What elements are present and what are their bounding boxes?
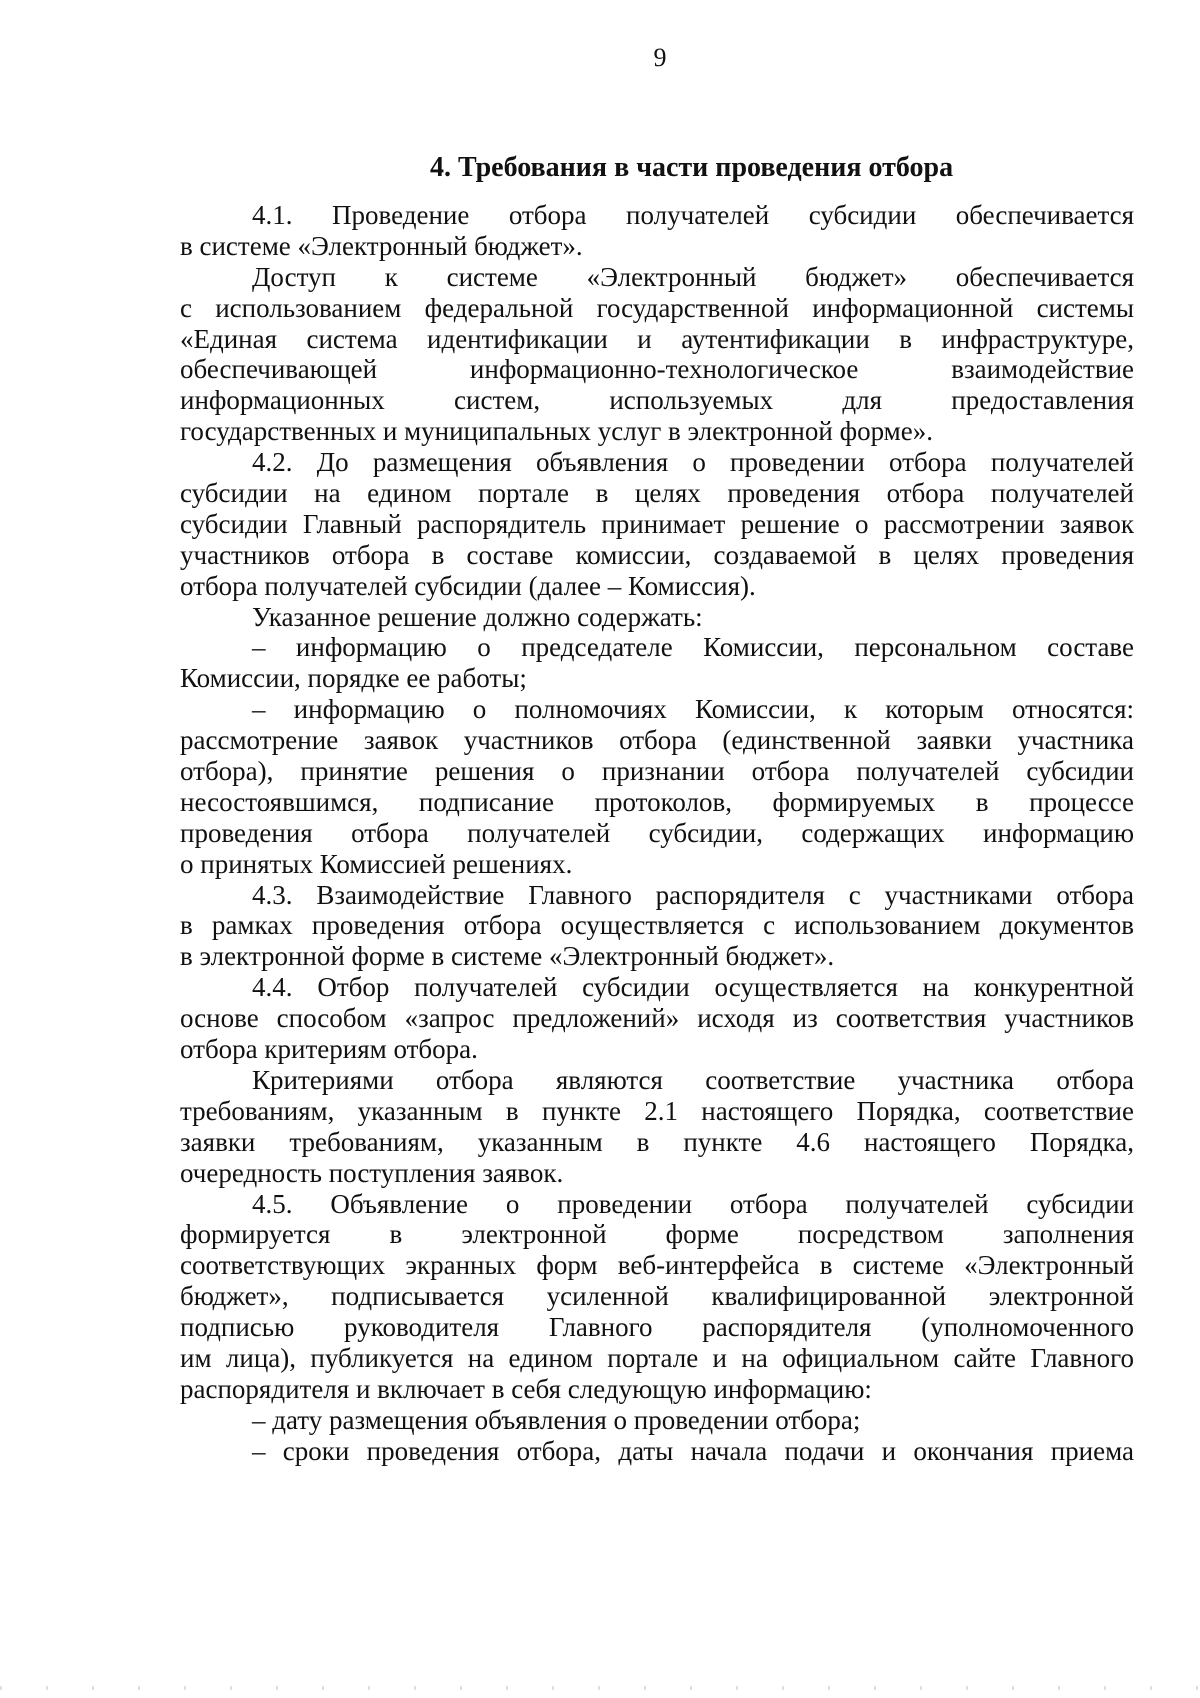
text-line: 4.1. Проведение отбора получателей субсидии обеспечивается: [252, 200, 1134, 230]
text-line: субсидии Главный распорядитель принимает решение о рассмотрении заявок: [180, 508, 1134, 539]
text-line: Комиссии, порядке ее работы;: [180, 663, 527, 694]
body-text: [180, 200, 1134, 1467]
text-line: информационных систем, используемых для предоставления: [180, 385, 1134, 416]
text-line: в электронной форме в системе «Электронный бюджет».: [180, 941, 835, 972]
text-line: участников отбора в составе комиссии, создаваемой в целях проведения: [180, 539, 1134, 570]
text-line: – информацию о полномочиях Комиссии, к которым относятся:: [252, 694, 1134, 725]
text-line: государственных и муниципальных услуг в электронной форме».: [180, 416, 933, 447]
text-line: – дату размещения объявления о проведении отбора;: [252, 1404, 861, 1435]
text-line: проведения отбора получателей субсидии, содержащих информацию: [180, 817, 1134, 848]
text-line: с использованием федеральной государственной информационной системы: [180, 292, 1134, 323]
text-line: распорядителя и включает в себя следующую информацию:: [180, 1373, 872, 1404]
text-line: 4.3. Взаимодействие Главного распорядителя с участниками отбора: [252, 879, 1134, 910]
text-line: подписью руководителя Главного распорядителя (уполномоченного: [180, 1312, 1134, 1343]
text-line: обеспечивающей информационно-технологическое взаимодействие: [180, 354, 1134, 385]
text-line: 4.2. До размещения объявления о проведении отбора получателей: [252, 447, 1134, 478]
text-line: в рамках проведения отбора осуществляется с использованием документов: [180, 910, 1134, 941]
page-number: 9: [653, 43, 667, 72]
text-line: несостоявшимся, подписание протоколов, формируемых в процессе: [180, 786, 1134, 817]
text-line: «Единая система идентификации и аутентификации в инфраструктуре,: [180, 323, 1134, 354]
text-line: требованиям, указанным в пункте 2.1 настоящего Порядка, соответствие: [180, 1095, 1134, 1126]
text-line: о принятых Комиссией решениях.: [180, 848, 573, 879]
text-line: основе способом «запрос предложений» исходя из соответствия участников: [180, 1003, 1134, 1034]
section-title: 4. Требования в части проведения отбора: [430, 152, 954, 183]
text-line: рассмотрение заявок участников отбора (единственной заявки участника: [180, 725, 1134, 756]
text-line: им лица), публикуется на едином портале и на официальном сайте Главного: [180, 1342, 1134, 1373]
text-line: Указанное решение должно содержать:: [252, 601, 703, 632]
text-line: формируется в электронной форме посредством заполнения: [180, 1219, 1134, 1250]
text-line: – сроки проведения отбора, даты начала подачи и окончания приема: [252, 1435, 1134, 1466]
text-line: отбора), принятие решения о признании отбора получателей субсидии: [180, 756, 1134, 787]
text-line: очередность поступления заявок.: [180, 1157, 564, 1188]
text-line: 4.4. Отбор получателей субсидии осуществляется на конкурентной: [252, 972, 1134, 1003]
text-line: – информацию о председателе Комиссии, персональном составе: [252, 632, 1134, 663]
text-line: бюджет», подписывается усиленной квалифицированной электронной: [180, 1281, 1134, 1312]
text-line: 4.5. Объявление о проведении отбора получателей субсидии: [252, 1188, 1134, 1219]
text-line: субсидии на едином портале в целях проведения отбора получателей: [180, 478, 1134, 509]
text-line: отбора критериям отбора.: [180, 1034, 478, 1065]
text-line: в системе «Электронный бюджет».: [180, 230, 583, 261]
text-line: заявки требованиям, указанным в пункте 4.6 настоящего Порядка,: [180, 1126, 1134, 1157]
text-line: Критериями отбора являются соответствие участника отбора: [252, 1064, 1134, 1095]
text-line: отбора получателей субсидии (далее – Комиссия).: [180, 570, 756, 601]
scan-edge-artifact: [0, 1686, 1200, 1690]
text-line: соответствующих экранных форм веб-интерфейса в системе «Электронный: [180, 1250, 1134, 1281]
text-line: Доступ к системе «Электронный бюджет» обеспечивается: [252, 261, 1134, 292]
